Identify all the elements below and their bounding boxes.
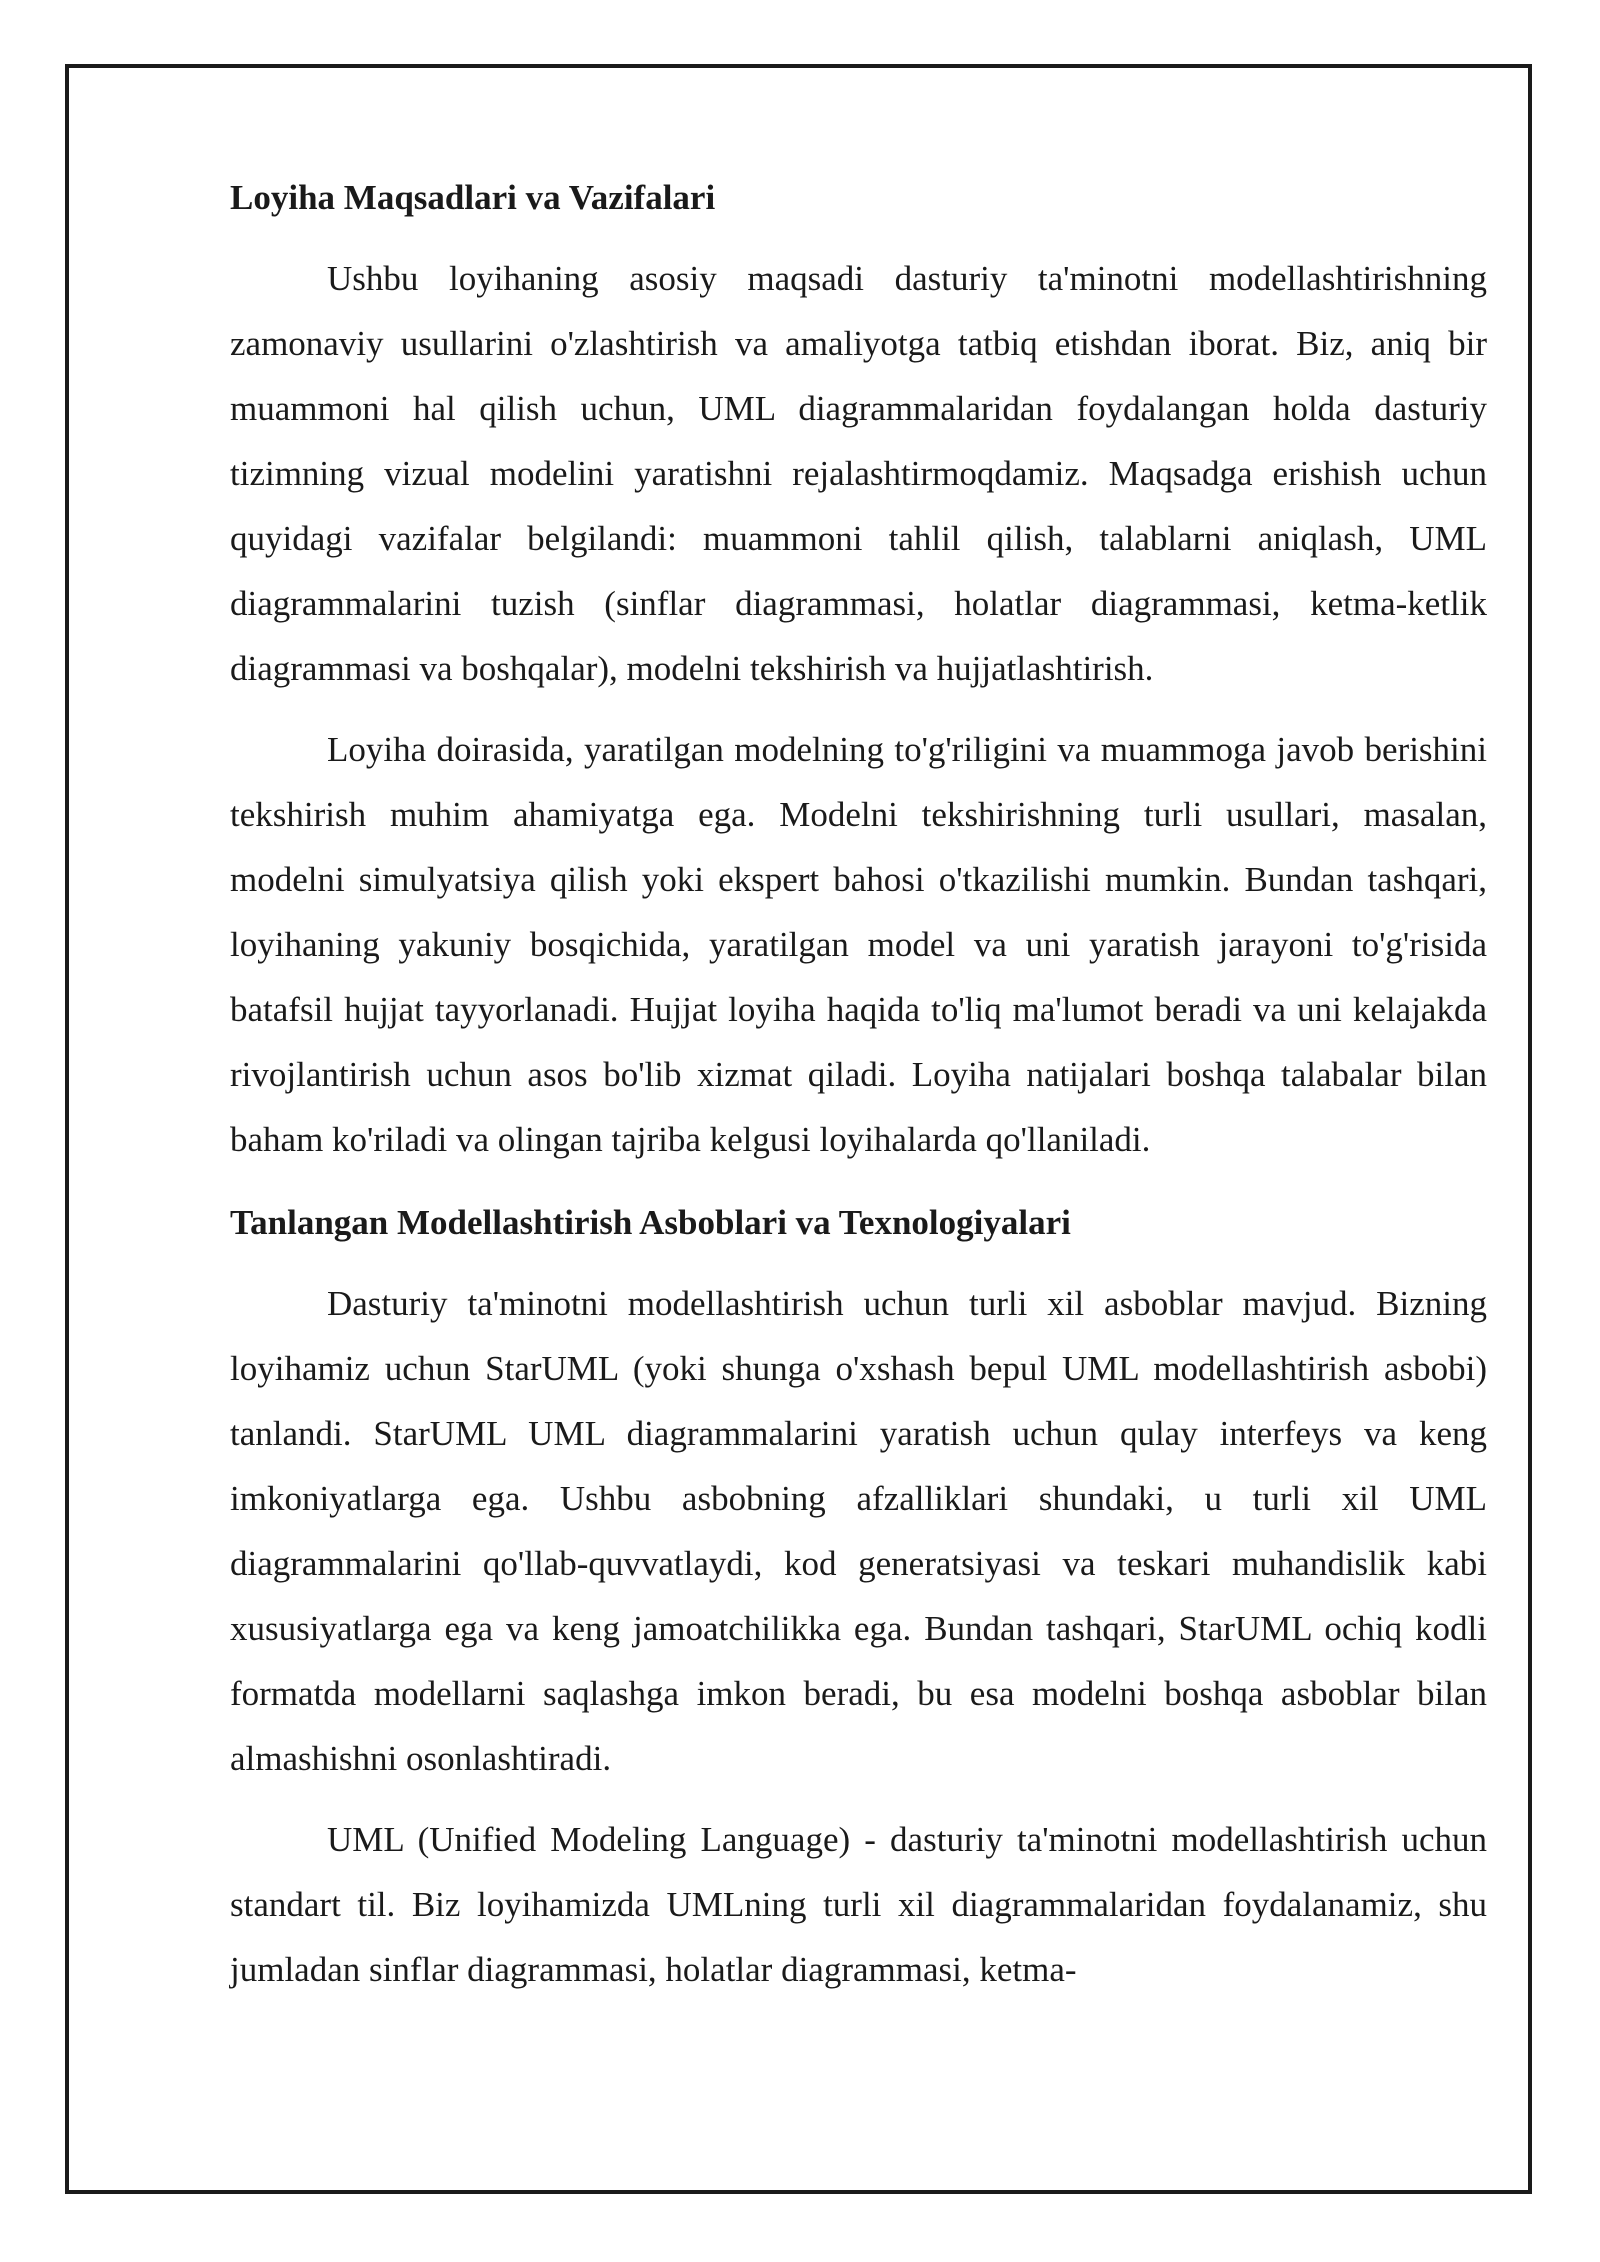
paragraph-goals-1: Ushbu loyihaning asosiy maqsadi dasturiy ta'minotni modellashtirishning zamonaviy usullarini o'zlashtirish va amaliyotga tatbiq etishdan iborat. Biz, aniq bir muammoni hal qilish uchun, UML diagrammalaridan foydalangan holda dasturiy tizimning vizual modelini yaratishni rejalashtirmoqdamiz. Maqsadga erishish uchun quyidagi vazifalar belgilandi: muammoni tahlil qilish, talablarni aniqlash, UML diagrammalarini tuzish (sinflar diagrammasi, holatlar diagrammasi, ketma-ketlik diagrammasi va boshqalar), modelni tekshirish va hujjatlashtirish. xyxy=(230,259,1487,688)
section-heading-tools: Tanlangan Modellashtirish Asboblari va Texnologiyalari xyxy=(230,1203,1071,1242)
section-heading-goals: Loyiha Maqsadlari va Vazifalari xyxy=(230,178,716,217)
paragraph-goals-2: Loyiha doirasida, yaratilgan modelning to'g'riligini va muammoga javob berishini tekshirish muhim ahamiyatga ega. Modelni tekshirishning turli usullari, masalan, modelni simulyatsiya qilish yoki ekspert bahosi o'tkazilishi mumkin. Bundan tashqari, loyihaning yakuniy bosqichida, yaratilgan model va uni yaratish jarayoni to'g'risida batafsil hujjat tayyorlanadi. Hujjat loyiha haqida to'liq ma'lumot beradi va uni kelajakda rivojlantirish uchun asos bo'lib xizmat qiladi. Loyiha natijalari boshqa talabalar bilan baham ko'riladi va olingan tajriba kelgusi loyihalarda qo'llaniladi. xyxy=(230,730,1487,1159)
paragraph-tools-1: Dasturiy ta'minotni modellashtirish uchun turli xil asboblar mavjud. Bizning loyihamiz uchun StarUML (yoki shunga o'xshash bepul UML modellashtirish asbobi) tanlandi. StarUML UML diagrammalarini yaratish uchun qulay interfeys va keng imkoniyatlarga ega. Ushbu asbobning afzalliklari shundaki, u turli xil UML diagrammalarini qo'llab-quvvatlaydi, kod generatsiyasi va teskari muhandislik kabi xususiyatlarga ega va keng jamoatchilikka ega. Bundan tashqari, StarUML ochiq kodli formatda modellarni saqlashga imkon beradi, bu esa modelni boshqa asboblar bilan almashishni osonlashtiradi. xyxy=(230,1284,1487,1778)
document-body xyxy=(230,165,1487,2002)
paragraph-tools-2: UML (Unified Modeling Language) - dasturiy ta'minotni modellashtirish uchun standart til. Biz loyihamizda UMLning turli xil diagrammalaridan foydalanamiz, shu jumladan sinflar diagrammasi, holatlar diagrammasi, ketma- xyxy=(230,1820,1487,1989)
